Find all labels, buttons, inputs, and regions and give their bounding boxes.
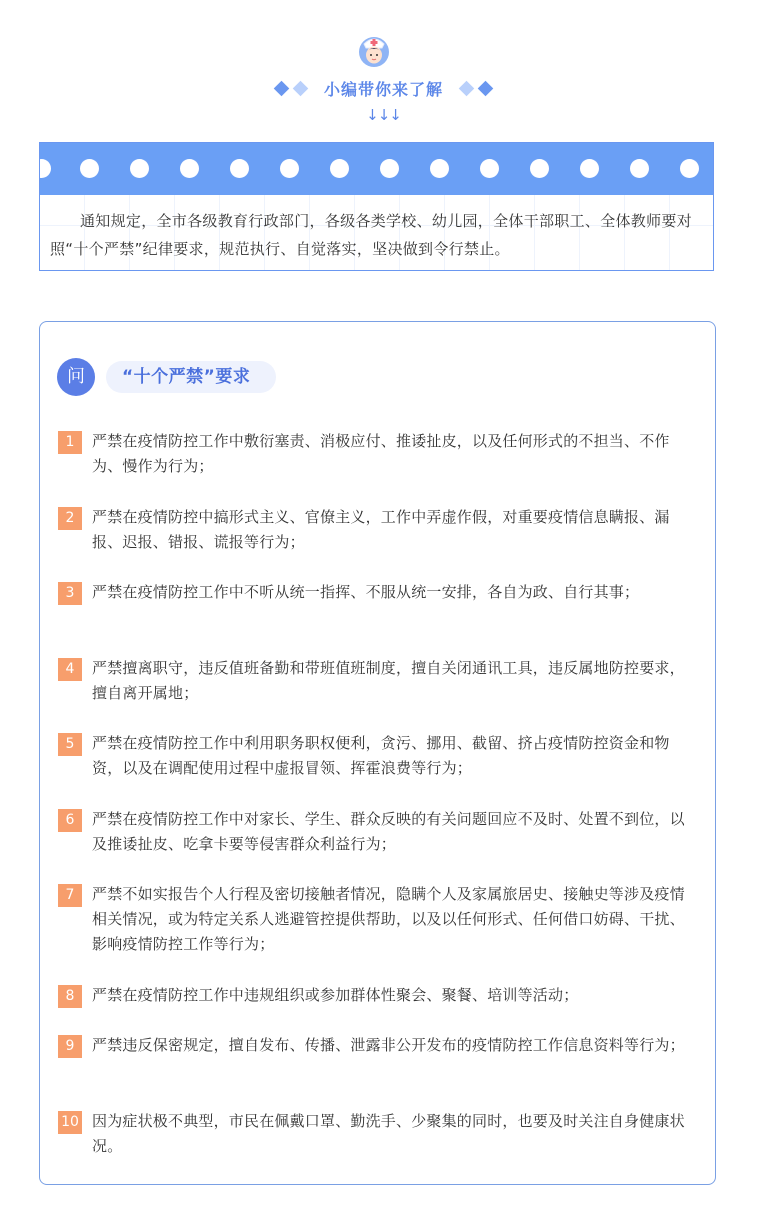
notice-band (40, 143, 713, 195)
rule-text: 严禁在疫情防控工作中不听从统一指挥、不服从统一安排，各自为政、自行其事； (92, 583, 640, 601)
rule-number: 6 (58, 809, 82, 832)
rule-item (58, 505, 698, 555)
rules-card (39, 321, 716, 1185)
diamond-icon (459, 80, 475, 96)
dot-decoration (630, 159, 649, 178)
dot-decoration (580, 159, 599, 178)
dot-decoration (280, 159, 299, 178)
rule-number: 5 (58, 733, 82, 756)
rule-item (58, 882, 698, 957)
dot-decoration (530, 159, 549, 178)
rule-number: 1 (58, 431, 82, 454)
rule-text: 严禁在疫情防控工作中对家长、学生、群众反映的有关问题回应不及时、处置不到位，以及推诿扯皮、吃拿卡要等侵害群众利益行为； (92, 810, 685, 853)
dot-decoration (680, 159, 699, 178)
rule-number: 9 (58, 1035, 82, 1058)
rule-text: 因为症状极不典型，市民在佩戴口罩、勤洗手、少聚集的同时，也要及时关注自身健康状况。 (92, 1112, 685, 1155)
rule-item (58, 1109, 698, 1159)
down-arrows-icon: ↓↓↓ (366, 106, 401, 124)
rule-number: 7 (58, 884, 82, 907)
rule-number: 10 (58, 1111, 82, 1134)
rule-text: 严禁违反保密规定，擅自发布、传播、泄露非公开发布的疫情防控工作信息资料等行为； (92, 1036, 685, 1054)
question-badge-icon: 问 (57, 358, 95, 396)
section-header (0, 76, 767, 100)
rule-item (58, 1033, 698, 1058)
rule-text: 严禁在疫情防控工作中违规组织或参加群体性聚会、聚餐、培训等活动； (92, 986, 579, 1004)
nurse-avatar-icon (358, 32, 390, 68)
notice-box (39, 142, 714, 271)
dot-decoration (180, 159, 199, 178)
dot-decoration (330, 159, 349, 178)
rule-item (58, 429, 698, 479)
diamond-icon-group-right (457, 83, 495, 94)
diamond-icon (478, 80, 494, 96)
rule-number: 4 (58, 658, 82, 681)
dot-decoration (230, 159, 249, 178)
rule-text: 严禁不如实报告个人行程及密切接触者情况，隐瞒个人及家属旅居史、接触史等涉及疫情相关情况，或为特定关系人逃避管控提供帮助，以及以任何形式、任何借口妨碍、干扰、影响疫情防控工作等行为； (92, 885, 685, 953)
rule-number: 3 (58, 582, 82, 605)
rule-text: 严禁在疫情防控工作中敷衍塞责、消极应付、推诿扯皮，以及任何形式的不担当、不作为、慢作为行为； (92, 432, 670, 475)
header-title: 小编带你来了解 (323, 79, 443, 99)
rule-text: 严禁在疫情防控工作中利用职务职权便利，贪污、挪用、截留、挤占疫情防控资金和物资，以及在调配使用过程中虚报冒领、挥霍浪费等行为； (92, 734, 670, 777)
dot-decoration (39, 159, 51, 178)
dot-decoration (480, 159, 499, 178)
section-title: “十个严禁”要求 (122, 367, 251, 387)
rule-text: 严禁在疫情防控中搞形式主义、官僚主义，工作中弄虚作假，对重要疫情信息瞒报、漏报、迟报、错报、谎报等行为； (92, 508, 670, 551)
rule-item (58, 731, 698, 781)
rule-item (58, 656, 698, 706)
dot-decoration (80, 159, 99, 178)
rule-item (58, 983, 698, 1008)
rule-text: 严禁擅离职守，违反值班备勤和带班值班制度，擅自关闭通讯工具，违反属地防控要求，擅自离开属地； (92, 659, 685, 702)
rule-number: 8 (58, 985, 82, 1008)
diamond-icon (293, 80, 309, 96)
rule-item (58, 580, 698, 605)
diamond-icon-group-left (272, 83, 310, 94)
dot-decoration (130, 159, 149, 178)
rule-number: 2 (58, 507, 82, 530)
rule-item (58, 807, 698, 857)
diamond-icon (274, 80, 290, 96)
notice-text: 通知规定，全市各级教育行政部门，各级各类学校、幼儿园，全体干部职工、全体教师要对照“十个严禁”纪律要求，规范执行、自觉落实，坚决做到令行禁止。 (50, 212, 693, 258)
dot-decoration (380, 159, 399, 178)
dot-decoration (430, 159, 449, 178)
